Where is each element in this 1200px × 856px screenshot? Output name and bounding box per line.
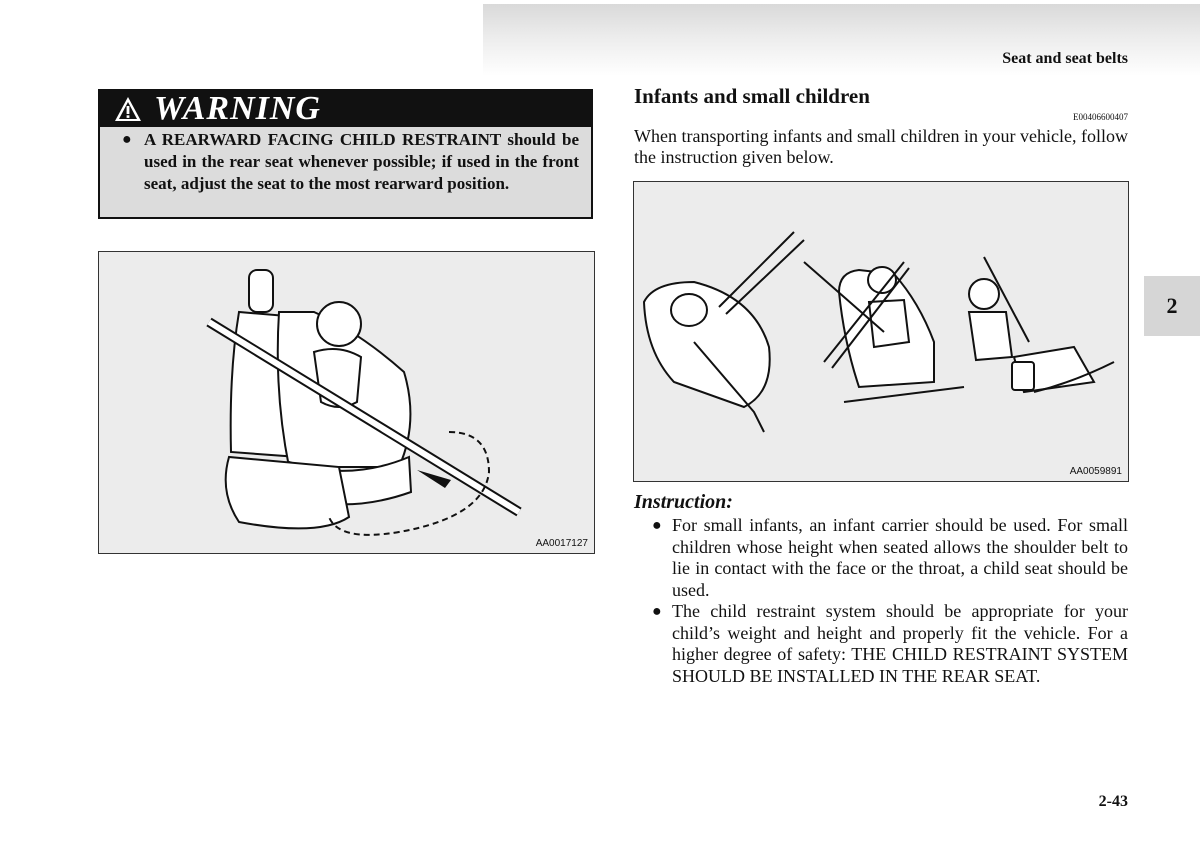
page-number: 2-43: [1098, 793, 1128, 810]
list-item: [652, 515, 1128, 601]
chapter-number: 2: [1166, 293, 1178, 318]
rear-facing-seat-illustration: [98, 251, 595, 554]
bullet-icon: ●: [652, 603, 662, 620]
list-item-text: For small infants, an infant carrier should be used. For small children whose height when seated allows the shoulder belt to lie in contact with the face or the throat, a child seat should be used.: [672, 515, 1128, 600]
running-header: Seat and seat belts: [1002, 50, 1128, 67]
warning-box: [98, 89, 593, 219]
warning-header: [100, 91, 591, 127]
section-code: E00406600407: [1073, 112, 1128, 122]
restraint-types-drawing: [634, 182, 1127, 480]
list-item-text: The child restraint system should be appropriate for your child’s weight and height and properly fit the vehicle. For a higher degree of safety: THE CHILD RESTRAINT SYSTEM SHOULD BE INSTALLED IN THE REAR SEAT.: [672, 601, 1128, 686]
bullet-icon: ●: [122, 131, 132, 148]
figure-code: AA0017127: [535, 538, 588, 549]
section-title: Infants and small children: [634, 84, 870, 108]
child-seat-drawing: [99, 252, 593, 552]
intro-paragraph: When transporting infants and small children in your vehicle, follow the instruction given below.: [634, 126, 1128, 167]
instruction-title: Instruction:: [634, 491, 733, 513]
warning-item: [100, 127, 591, 195]
child-restraint-types-illustration: [633, 181, 1129, 482]
list-item: [652, 601, 1128, 687]
warning-triangle-icon: [114, 95, 142, 123]
chapter-tab: [1144, 276, 1200, 336]
warning-label: WARNING: [154, 90, 321, 127]
warning-text: A REARWARD FACING CHILD RESTRAINT should be used in the rear seat whenever possible; if used in the front seat, adjust the seat to the most rearward position.: [144, 130, 579, 193]
bullet-icon: ●: [652, 517, 662, 534]
figure-code: AA0059891: [1069, 466, 1122, 477]
instruction-list: [652, 515, 1128, 687]
